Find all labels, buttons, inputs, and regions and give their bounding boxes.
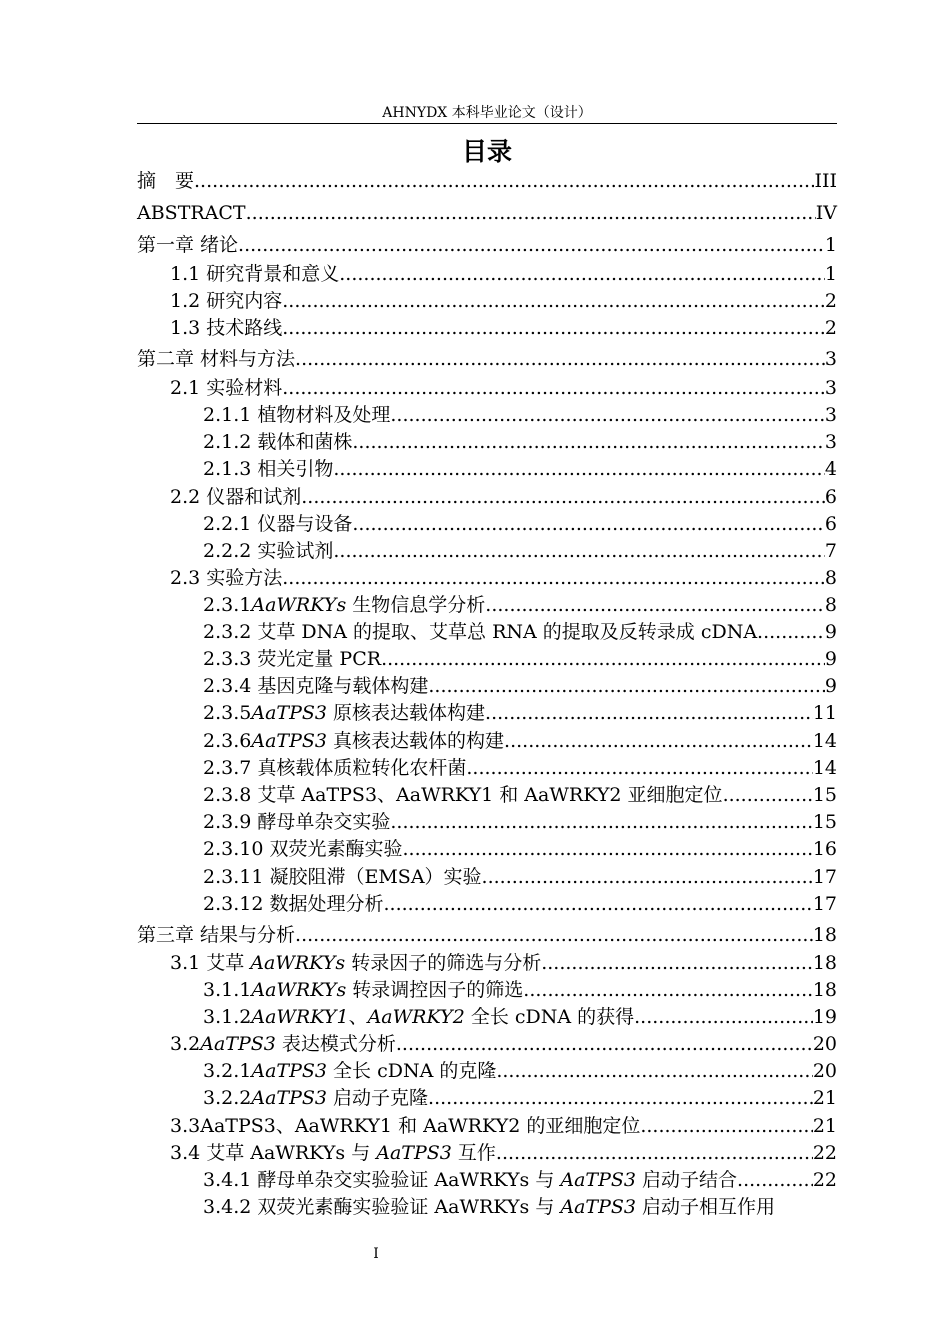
toc-leader-dots xyxy=(428,1085,813,1112)
toc-entry-title: 3.3AaTPS3、AaWRKY1 和 AaWRKY2 的亚细胞定位 xyxy=(170,1115,641,1137)
toc-entry[interactable] xyxy=(203,1058,837,1085)
toc-entry-page: IV xyxy=(815,202,837,224)
toc-entry[interactable] xyxy=(203,511,837,538)
toc-entry[interactable] xyxy=(170,315,837,342)
header-rule xyxy=(137,123,837,124)
toc-entry[interactable] xyxy=(203,1085,837,1112)
toc-entry-title: 1.1 研究背景和意义 xyxy=(170,263,340,285)
toc-entry[interactable] xyxy=(203,864,837,891)
toc-entry-title: 3.1.1AaWRKYs 转录调控因子的筛选 xyxy=(203,979,524,1001)
toc-leader-dots xyxy=(282,315,825,342)
toc-leader-dots xyxy=(194,168,814,195)
toc-leader-dots xyxy=(339,261,825,288)
toc-entry-page: 8 xyxy=(824,567,837,589)
toc-entry-page: 3 xyxy=(824,348,837,370)
toc-entry[interactable] xyxy=(170,1113,837,1140)
toc-entry[interactable] xyxy=(203,538,837,565)
toc-entry[interactable] xyxy=(203,977,837,1004)
toc-entry[interactable] xyxy=(170,484,837,511)
toc-entry-page: 3 xyxy=(824,431,837,453)
toc-entry-page: 9 xyxy=(824,621,837,643)
toc-leader-dots xyxy=(428,673,825,700)
toc-entry-page: 21 xyxy=(812,1087,837,1109)
toc-entry-page: 18 xyxy=(812,924,837,946)
toc-entry[interactable] xyxy=(170,565,837,592)
toc-entry-title: 2.1 实验材料 xyxy=(170,377,283,399)
toc-entry-title: 2.3.3 荧光定量 PCR xyxy=(203,648,382,670)
toc-entry-title: 3.4 艾草 AaWRKYs 与 AaTPS3 互作 xyxy=(170,1142,496,1164)
toc-entry[interactable] xyxy=(203,456,837,483)
toc-entry-title: 2.3.7 真核载体质粒转化农杆菌 xyxy=(203,757,467,779)
toc-leader-dots xyxy=(396,1031,813,1058)
toc-entry[interactable] xyxy=(203,429,837,456)
toc-entry[interactable] xyxy=(203,402,837,429)
toc-leader-dots xyxy=(504,728,813,755)
toc-entry-page: 14 xyxy=(812,757,837,779)
toc-leader-dots xyxy=(333,538,825,565)
toc-entry-title: 2.3.5AaTPS3 原核表达载体构建 xyxy=(203,702,486,724)
toc-leader-dots xyxy=(523,977,813,1004)
toc-entry-title: 3.1.2AaWRKY1、AaWRKY2 全长 cDNA 的获得 xyxy=(203,1006,635,1028)
toc-entry-title: 3.4.2 双荧光素酶实验验证 AaWRKYs 与 AaTPS3 启动子相互作用 xyxy=(203,1196,776,1218)
toc-leader-dots xyxy=(485,700,813,727)
toc-leader-dots xyxy=(246,200,816,227)
toc-entry-title: 3.4.1 酵母单杂交实验验证 AaWRKYs 与 AaTPS3 启动子结合 xyxy=(203,1169,738,1191)
toc-entry-page: 22 xyxy=(812,1169,837,1191)
toc-entry-title: 第二章 材料与方法 xyxy=(137,348,296,370)
toc-entry-page: 2 xyxy=(824,317,837,339)
toc-entry-page: 4 xyxy=(824,458,837,480)
toc-entry-page: 16 xyxy=(812,838,837,860)
toc-entry[interactable] xyxy=(203,728,837,755)
toc-entry-title: 1.2 研究内容 xyxy=(170,290,283,312)
toc-entry[interactable] xyxy=(137,346,837,373)
toc-leader-dots xyxy=(737,1167,813,1194)
toc-entry-page: 9 xyxy=(824,648,837,670)
toc-leader-dots xyxy=(333,456,825,483)
toc-leader-dots xyxy=(402,836,812,863)
toc-leader-dots xyxy=(352,429,825,456)
toc-entry-page: 8 xyxy=(824,594,837,616)
toc-entry[interactable] xyxy=(203,700,837,727)
toc-entry[interactable] xyxy=(137,922,837,949)
toc-entry-page: 7 xyxy=(824,540,837,562)
toc-entry-title: 第一章 绪论 xyxy=(137,234,239,256)
toc-leader-dots xyxy=(295,346,825,373)
toc-leader-dots xyxy=(634,1004,813,1031)
toc-entry-page: 11 xyxy=(812,702,837,724)
toc-leader-dots xyxy=(282,288,825,315)
toc-entry-page: 18 xyxy=(812,979,837,1001)
toc-entry-title: ABSTRACT xyxy=(137,202,246,224)
toc-entry-title: 第三章 结果与分析 xyxy=(137,924,296,946)
toc-entry[interactable] xyxy=(203,619,837,646)
toc-entry[interactable] xyxy=(203,592,837,619)
toc-entry[interactable] xyxy=(170,261,837,288)
toc-leader-dots xyxy=(723,782,813,809)
toc-leader-dots xyxy=(640,1113,812,1140)
toc-entry[interactable] xyxy=(170,1140,837,1167)
toc-entry-title: 3.1 艾草 AaWRKYs 转录因子的筛选与分析 xyxy=(170,952,542,974)
toc-entry[interactable] xyxy=(203,1004,837,1031)
toc-entry-title: 3.2.2AaTPS3 启动子克隆 xyxy=(203,1087,429,1109)
toc-entry-title: 2.3.11 凝胶阻滞（EMSA）实验 xyxy=(203,866,482,888)
toc-entry-title: 2.3 实验方法 xyxy=(170,567,283,589)
toc-entry[interactable] xyxy=(170,950,837,977)
toc-leader-dots xyxy=(238,232,825,259)
toc-entry[interactable] xyxy=(170,375,837,402)
toc-entry-page: 15 xyxy=(812,811,837,833)
toc-leader-dots xyxy=(295,922,813,949)
toc-entry-title: 2.2.1 仪器与设备 xyxy=(203,513,353,535)
toc-entry[interactable] xyxy=(137,168,837,195)
toc-entry-title: 2.2 仪器和试剂 xyxy=(170,486,302,508)
toc-leader-dots xyxy=(390,809,812,836)
toc-entry-title: 2.3.6AaTPS3 真核表达载体的构建 xyxy=(203,730,505,752)
toc-entry-page: 14 xyxy=(812,730,837,752)
toc-entry[interactable] xyxy=(203,782,837,809)
toc-entry[interactable] xyxy=(203,809,837,836)
toc-title: 目录 xyxy=(461,137,512,166)
toc-entry-page: 18 xyxy=(812,952,837,974)
toc-entry-title: 2.1.1 植物材料及处理 xyxy=(203,404,391,426)
toc-entry[interactable] xyxy=(203,755,837,782)
toc-leader-dots xyxy=(282,565,825,592)
toc-entry-page: 20 xyxy=(812,1060,837,1082)
toc-entry[interactable] xyxy=(203,1167,837,1194)
toc-entry-title: 2.3.12 数据处理分析 xyxy=(203,893,384,915)
toc-leader-dots xyxy=(390,402,825,429)
toc-leader-dots xyxy=(541,950,813,977)
toc-leader-dots xyxy=(496,1140,813,1167)
toc-entry[interactable] xyxy=(170,288,837,315)
toc-entry-page: 6 xyxy=(824,486,837,508)
toc-entry-page: 1 xyxy=(824,234,837,256)
toc-entry-title: 2.3.8 艾草 AaTPS3、AaWRKY1 和 AaWRKY2 亚细胞定位 xyxy=(203,784,723,806)
toc-entry-page: 17 xyxy=(812,893,837,915)
toc-entry-title: 3.2AaTPS3 表达模式分析 xyxy=(170,1033,396,1055)
toc-entry-page: 19 xyxy=(812,1006,837,1028)
toc-leader-dots xyxy=(466,755,812,782)
toc-entry-title: 2.3.4 基因克隆与载体构建 xyxy=(203,675,429,697)
toc-entry[interactable] xyxy=(203,673,837,700)
toc-entry-page: III xyxy=(814,170,837,192)
toc-entry-page: 15 xyxy=(812,784,837,806)
toc-entry-title: 2.1.3 相关引物 xyxy=(203,458,334,480)
toc-entry-page: 6 xyxy=(824,513,837,535)
toc-leader-dots xyxy=(757,619,825,646)
toc-leader-dots xyxy=(482,864,813,891)
toc-leader-dots xyxy=(301,484,825,511)
toc-entry-title: 2.3.9 酵母单杂交实验 xyxy=(203,811,391,833)
toc-entry-page: 20 xyxy=(812,1033,837,1055)
toc-entry-title: 2.3.1AaWRKYs 生物信息学分析 xyxy=(203,594,486,616)
toc-entry-title: 摘 要 xyxy=(137,170,195,192)
toc-entry-page: 3 xyxy=(824,377,837,399)
toc-entry-title: 1.3 技术路线 xyxy=(170,317,283,339)
page-number: I xyxy=(373,1246,379,1262)
toc-entry-title: 3.2.1AaTPS3 全长 cDNA 的克隆 xyxy=(203,1060,497,1082)
running-header: AHNYDX 本科毕业论文（设计） xyxy=(382,105,592,121)
toc-leader-dots xyxy=(282,375,825,402)
toc-leader-dots xyxy=(485,592,825,619)
toc-entry-page: 2 xyxy=(824,290,837,312)
toc-entry[interactable] xyxy=(203,1194,837,1221)
toc-leader-dots xyxy=(383,891,812,918)
toc-entry-title: 2.3.10 双荧光素酶实验 xyxy=(203,838,403,860)
toc-entry[interactable] xyxy=(203,836,837,863)
toc-entry[interactable] xyxy=(170,1031,837,1058)
toc-entry-page: 3 xyxy=(824,404,837,426)
toc-entry[interactable] xyxy=(203,646,837,673)
toc-entry-page: 1 xyxy=(824,263,837,285)
toc-leader-dots xyxy=(381,646,825,673)
toc-leader-dots xyxy=(352,511,825,538)
toc-leader-dots xyxy=(496,1058,812,1085)
toc-entry[interactable] xyxy=(137,232,837,259)
toc-entry-title: 2.1.2 载体和菌株 xyxy=(203,431,353,453)
toc-entry[interactable] xyxy=(137,200,837,227)
toc-entry-title: 2.2.2 实验试剂 xyxy=(203,540,334,562)
toc-entry-page: 22 xyxy=(812,1142,837,1164)
toc-entry[interactable] xyxy=(203,891,837,918)
toc-entry-page: 17 xyxy=(812,866,837,888)
toc-entry-title: 2.3.2 艾草 DNA 的提取、艾草总 RNA 的提取及反转录成 cDNA xyxy=(203,621,758,643)
toc-entry-page: 9 xyxy=(824,675,837,697)
toc-entry-page: 21 xyxy=(812,1115,837,1137)
